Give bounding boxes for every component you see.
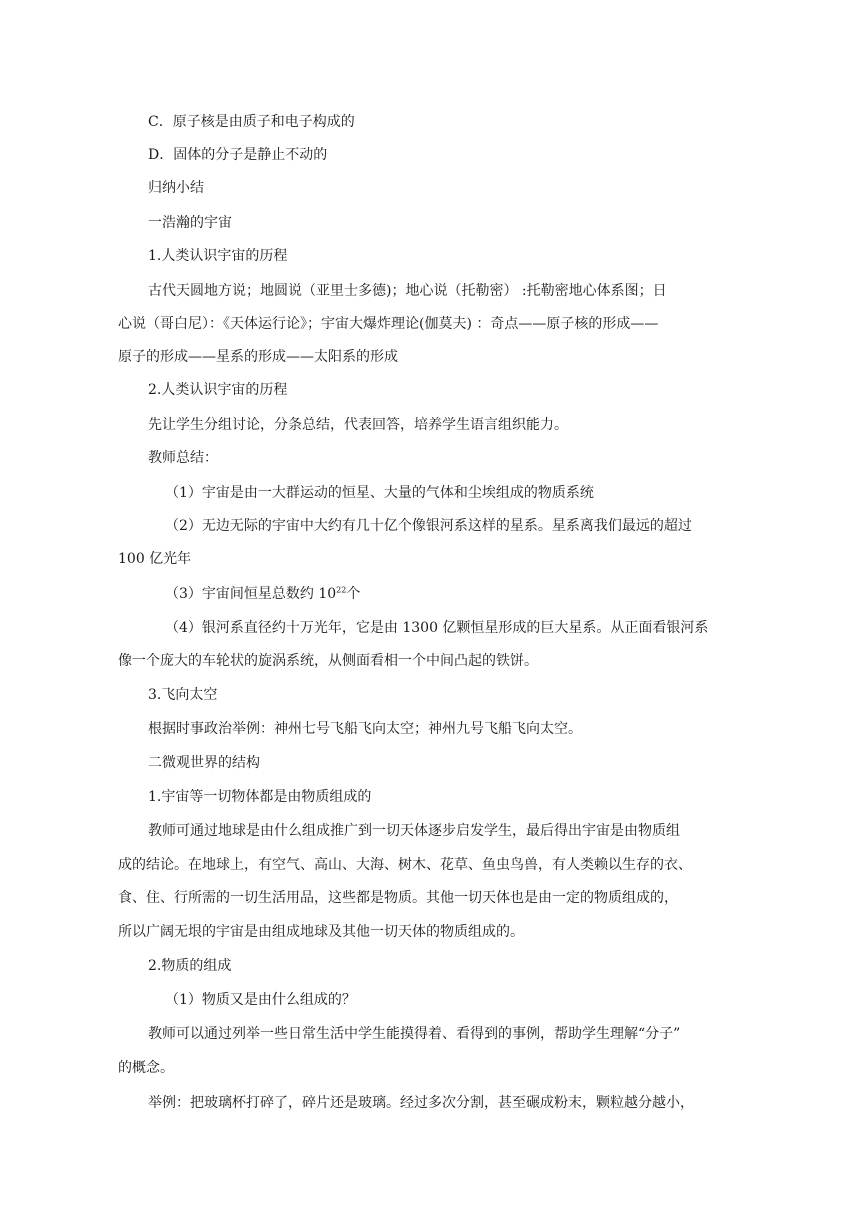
option-c: C．原子核是由质子和电子构成的 xyxy=(148,114,355,130)
s1-paragraph1-line1: 古代天圆地方说；地圆说（亚里士多德)；地心说（托勒密） :托勒密地心体系图；日 xyxy=(148,283,667,299)
point-2-line1: （2）无边无际的宇宙中大约有几十亿个像银河系这样的星系。星系离我们最远的超过 xyxy=(165,518,692,534)
s2-item1: 1.宇宙等一切物体都是由物质组成的 xyxy=(148,789,372,805)
point-4-line1: （4）银河系直径约十万光年，它是由 1300 亿颗恒星形成的巨大星系。从正面看银河系 xyxy=(165,620,709,636)
point-3 xyxy=(165,584,360,604)
section2-heading: 二微观世界的结构 xyxy=(148,755,260,771)
s1-paragraph1-line3: 原子的形成——星系的形成——太阳系的形成 xyxy=(118,349,398,365)
s2-paragraph1-line3: 食、住、行所需的一切生活用品，这些都是物质。其他一切天体也是由一定的物质组成的， xyxy=(118,890,678,906)
s2-paragraph1-line2: 成的结论。在地球上，有空气、高山、大海、树木、花草、鱼虫鸟兽，有人类赖以生存的衣、 xyxy=(118,857,692,873)
point-3-exponent: 22 xyxy=(336,585,347,595)
teacher-summary-label: 教师总结： xyxy=(148,450,218,466)
point-1: （1）宇宙是由一大群运动的恒星、大量的气体和尘埃组成的物质系统 xyxy=(165,485,594,501)
s2-paragraph3: 举例：把玻璃杯打碎了，碎片还是玻璃。经过多次分割，甚至碾成粉末，颗粒越分越小， xyxy=(148,1095,694,1111)
s2-paragraph1-line4: 所以广阔无垠的宇宙是由组成地球及其他一切天体的物质组成的。 xyxy=(118,924,524,940)
s1-item2: 2.人类认识宇宙的历程 xyxy=(148,382,288,398)
s1-item1: 1.人类认识宇宙的历程 xyxy=(148,248,288,264)
option-d: D．固体的分子是静止不动的 xyxy=(148,147,328,163)
s1-paragraph2: 先让学生分组讨论，分条总结，代表回答，培养学生语言组织能力。 xyxy=(148,417,568,433)
point-3-unit: 个 xyxy=(346,586,361,602)
point-4-line2: 像一个庞大的车轮状的旋涡系统，从侧面看相一个中间凸起的铁饼。 xyxy=(118,653,538,669)
s2-question1: （1）物质又是由什么组成的？ xyxy=(165,992,356,1008)
s1-item3: 3.飞向太空 xyxy=(148,687,218,703)
s2-paragraph1-line1: 教师可通过地球是由什么组成推广到一切天体逐步启发学生，最后得出宇宙是由物质组 xyxy=(148,823,680,839)
point-3-text: （3）宇宙间恒星总数约 10 xyxy=(165,586,337,602)
s1-paragraph1-line2: 心说（哥白尼）：《天体运行论》；宇宙大爆炸理论(伽莫夫) ：奇点——原子核的形成—— xyxy=(118,316,659,332)
s2-paragraph2-line1: 教师可以通过列举一些日常生活中学生能摸得着、看得到的事例，帮助学生理解“分子” xyxy=(148,1026,681,1042)
s2-paragraph2-line2: 的概念。 xyxy=(118,1060,174,1076)
summary-heading: 归纳小结 xyxy=(148,180,204,196)
s2-item2: 2.物质的组成 xyxy=(148,958,232,974)
section1-heading: 一浩瀚的宇宙 xyxy=(148,215,232,231)
point-2-line2: 100 亿光年 xyxy=(118,551,192,567)
s1-paragraph3: 根据时事政治举例：神州七号飞船飞向太空；神州九号飞船飞向太空。 xyxy=(148,721,582,737)
